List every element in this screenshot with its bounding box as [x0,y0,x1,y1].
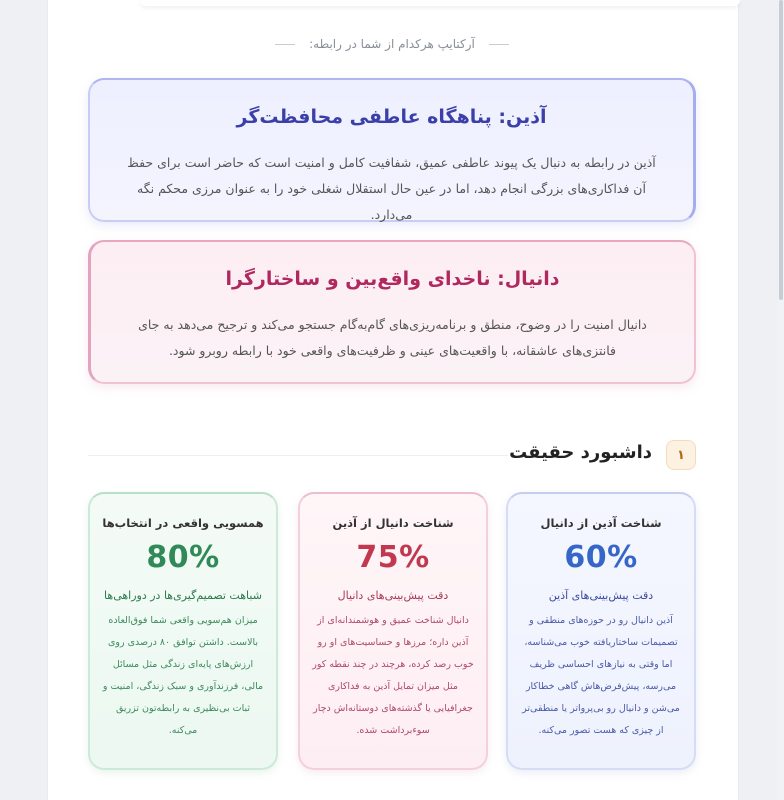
stat-subtitle: دقت پیش‌بینی‌های دانیال [337,589,449,602]
archetype-text-danial: دانیال امنیت را در وضوح، منطق و برنامه‌ریزی‌های گام‌به‌گام جستجو می‌کند و ترجیح می‌دهد به جای فانتزی‌های عاشقانه، با واقعیت‌های عینی و ظرفیت‌های واقعی خود با رابطه روبرو شود. [138,317,647,358]
stat-description: دانیال شناخت عمیق و هوشمندانه‌ای از آذین داره؛ مرزها و حساسیت‌های او رو خوب رصد کرده، هرچند در چند نقطه کور مثل میزان تمایل آذین به فداکاری جغرافیایی یا گذشته‌های دوستانه‌اش دچار سوءبرداشت شده. [312,615,474,736]
stat-title: شناخت آذین از دانیال [540,516,662,530]
scrollbar[interactable] [778,0,784,800]
previous-card-bottom [140,0,740,6]
archetype-card-azin [88,78,696,222]
archetypes-subtitle: آرکتایپ هرکدام از شما در رابطه: [309,37,475,51]
stat-card-alignment [88,492,278,770]
stat-percent: 60% [564,540,638,575]
previous-card-edge [48,0,738,12]
archetype-title-azin: آذین: پناهگاه عاطفی محافظت‌گر [236,106,547,128]
section-number-badge: ۱ [666,440,696,470]
archetype-card-danial [88,240,696,384]
subtitle-divider-left [275,44,295,45]
stat-title: همسویی واقعی در انتخاب‌ها [102,516,264,530]
stat-subtitle: شباهت تصمیم‌گیری‌ها در دوراهی‌ها [104,589,262,602]
section-header [88,438,696,472]
section-divider [88,455,508,456]
archetype-title-danial: دانیال: ناخدای واقع‌بین و ساختارگرا [225,268,560,290]
stat-title: شناخت دانیال از آذین [332,516,454,530]
scrollbar-thumb[interactable] [779,0,783,300]
archetype-text-azin: آذین در رابطه به دنبال یک پیوند عاطفی عمیق، شفافیت کامل و امنیت است که حاضر است برای حفظ آن فداکاری‌های بزرگی انجام دهد، اما در عین حال استقلال شغلی خود را به عنوان مرزی محکم نگه می‌دارد. [127,155,656,222]
stat-percent: 75% [356,540,430,575]
subtitle-divider-right [489,44,509,45]
stat-description: آذین دانیال رو در حوزه‌های منطقی و تصمیمات ساختاریافته خوب می‌شناسه، اما وقتی به نیازهای احساسی ظریف می‌رسه، پیش‌فرض‌هاش گاهی خطاکار می‌شن و دانیال رو بی‌پرواتر یا منطقی‌تر از چیزی که هست تصور می‌کنه. [522,615,680,736]
stat-subtitle: دقت پیش‌بینی‌های آذین [548,589,654,602]
stat-card-azin-knowledge [506,492,696,770]
stat-description: میزان هم‌سویی واقعی شما فوق‌العاده بالاست. داشتن توافق ۸۰ درصدی روی ارزش‌های پایه‌ای زندگی مثل مسائل مالی، فرزندآوری و سبک زندگی، امنیت و ثبات بی‌نظیری به رابطه‌تون تزریق می‌کنه. [102,615,264,736]
section-title: داشبورد حقیقت [509,442,652,463]
stat-card-danial-knowledge [298,492,488,770]
stat-percent: 80% [146,540,220,575]
archetypes-subtitle-row [88,34,696,54]
